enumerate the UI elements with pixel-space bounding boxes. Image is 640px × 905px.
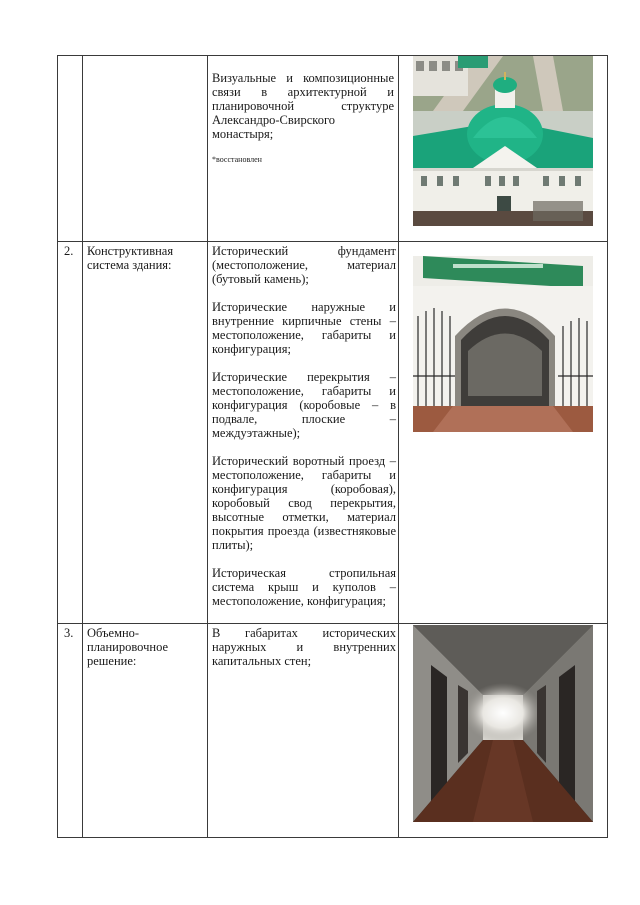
restored-note: *восстановлен xyxy=(212,155,262,164)
element-name: Конструктивная система здания: xyxy=(87,244,174,272)
table-border-right xyxy=(607,55,608,838)
column-divider xyxy=(398,55,399,838)
gate-passage-arch-photo xyxy=(413,256,593,432)
corridor-interior-photo xyxy=(413,625,593,822)
monastery-green-dome-aerial-photo xyxy=(413,56,593,226)
table-border-bottom xyxy=(57,837,608,838)
protected-items-cell xyxy=(212,626,396,682)
protected-items-cell xyxy=(212,71,394,165)
row-number: 3. xyxy=(64,626,74,640)
paragraph: В габаритах исторических наружных и внутренних капитальных стен; xyxy=(212,626,396,668)
row-divider xyxy=(57,241,608,242)
paragraph: Исторический фундамент (местоположение, материал (бутовый камень); xyxy=(212,244,396,286)
paragraph: Историческая стропильная система крыш и куполов – местоположение, конфигурация; xyxy=(212,566,396,608)
protected-items-cell xyxy=(212,244,396,608)
table-border-left xyxy=(57,55,58,838)
row-divider xyxy=(57,623,608,624)
column-divider xyxy=(207,55,208,838)
paragraph: Исторические перекрытия – местоположение, габариты и конфигурация (коробовые – в подвале, плоские – междуэтажные); xyxy=(212,370,396,440)
paragraph: Визуальные и композиционные связи в архитектурной и планировочной структуре Александро-Свирского монастыря; xyxy=(212,71,394,141)
paragraph: Исторические наружные и внутренние кирпичные стены – местоположение, габариты и конфигурация; xyxy=(212,300,396,356)
row-number: 2. xyxy=(64,244,74,258)
column-divider xyxy=(82,55,83,838)
paragraph: Исторический воротный проезд – местоположение, габариты и конфигурация (коробовая), коробовый свод перекрытия, высотные отметки, материал покрытия проезда (известняковые плиты); xyxy=(212,454,396,552)
element-name: Объемно-планировочное решение: xyxy=(87,626,169,668)
